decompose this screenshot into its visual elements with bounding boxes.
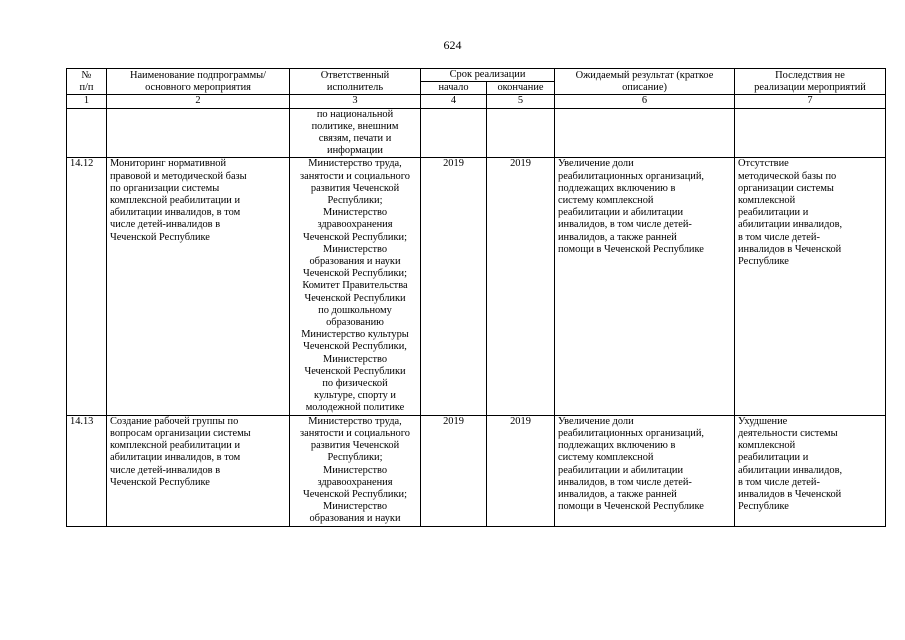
header-row-1	[67, 69, 886, 82]
cell-text-line: информации	[327, 145, 383, 157]
header-consequence: Последствия не реализации мероприятий	[735, 69, 886, 95]
cell-executor	[290, 108, 421, 158]
header-name: Наименование подпрограммы/ основного мероприятия	[107, 69, 290, 95]
cell-text-line: инвалидов, в том числе детей-	[558, 219, 692, 231]
cell-text-line: Отсутствие	[738, 158, 789, 170]
cell-text-line: деятельности системы	[738, 427, 838, 439]
cell-text-line: занятости и социального	[300, 427, 410, 439]
header-term-start: начало	[421, 82, 487, 95]
cell-text-line: Чеченской Республики;	[302, 488, 407, 500]
cell-text-line: систему комплексной	[558, 452, 654, 464]
cell-text-line: реабилитационных организаций,	[558, 427, 705, 439]
cell-text-line: Республике	[738, 501, 789, 513]
cell-text-line: связям, печати и	[318, 133, 392, 145]
cell-text-line: методической базы по	[738, 170, 837, 182]
cell-text-line: инвалидов, а также ранней	[558, 231, 677, 243]
column-number: 7	[735, 95, 886, 108]
cell-text-line: Министерство труда,	[308, 158, 402, 170]
cell-executor	[290, 158, 421, 415]
cell-text-line: культуре, спорту и	[314, 390, 396, 402]
cell-text-line: абилитации инвалидов,	[738, 219, 843, 231]
cell-text-line: систему комплексной	[558, 195, 654, 207]
cell-text-line: Министерство	[322, 464, 388, 476]
cell-text-line: Чеченской Республике	[110, 476, 210, 488]
cell-text-line: по организации системы	[110, 182, 220, 194]
cell-text-line: реабилитации и	[738, 452, 809, 464]
cell-text-line: подлежащих включению в	[558, 440, 676, 452]
cell-text-line: Министерство	[322, 501, 388, 513]
column-number: 2	[107, 95, 290, 108]
cell-text-line: Республики;	[327, 452, 383, 464]
cell-text-line: организации системы	[738, 182, 834, 194]
cell-text-line: комплексной реабилитации и	[110, 440, 241, 452]
cell-text-line: Создание рабочей группы по	[110, 415, 239, 427]
cell-text-line: Комитет Правительства	[302, 280, 408, 292]
page-number: 624	[443, 38, 462, 52]
cell-num	[67, 108, 107, 158]
cell-consequence	[735, 158, 886, 415]
cell-text-line: Министерство	[322, 207, 388, 219]
column-number: 6	[555, 95, 735, 108]
header-term-end: окончание	[487, 82, 555, 95]
cell-text-line: Чеченской Республики	[304, 365, 406, 377]
column-numbers-row	[67, 95, 886, 108]
cell-text-line: вопросам организации системы	[110, 427, 251, 439]
cell-text-line: подлежащих включению в	[558, 182, 676, 194]
cell-end: 2019	[487, 415, 555, 526]
column-number: 5	[487, 95, 555, 108]
cell-text-line: помощи в Чеченской Республике	[558, 501, 704, 513]
cell-text-line: реабилитационных организаций,	[558, 170, 705, 182]
cell-text-line: по физической	[322, 378, 388, 390]
cell-text-line: политике, внешним	[311, 120, 399, 132]
continuation-row	[67, 108, 886, 158]
cell-text-line: инвалидов, а также ранней	[558, 488, 677, 500]
cell-text-line: Чеченской Республики,	[303, 341, 407, 353]
cell-text-line: здравоохранения	[317, 476, 393, 488]
cell-result	[555, 415, 735, 526]
cell-text-line: молодежной политике	[305, 402, 405, 414]
cell-text-line: комплексной	[738, 440, 796, 452]
cell-name	[107, 158, 290, 415]
cell-end: 2019	[487, 158, 555, 415]
table-row	[67, 158, 886, 415]
cell-text-line: абилитации инвалидов, в том	[110, 207, 241, 219]
cell-result	[555, 108, 735, 158]
cell-text-line: реабилитации и	[738, 207, 809, 219]
cell-executor	[290, 415, 421, 526]
cell-text-line: Чеченской Республики;	[302, 268, 407, 280]
cell-text-line: образования и науки	[309, 256, 401, 268]
cell-text-line: реабилитации и абилитации	[558, 464, 684, 476]
column-number: 1	[67, 95, 107, 108]
cell-consequence	[735, 415, 886, 526]
cell-text-line: инвалидов в Чеченской	[738, 488, 842, 500]
cell-result	[555, 158, 735, 415]
cell-text-line: развития Чеченской	[310, 182, 400, 194]
header-term: Срок реализации	[421, 69, 555, 82]
cell-start: 2019	[421, 158, 487, 415]
cell-text-line: числе детей-инвалидов в	[110, 219, 221, 231]
cell-text-line: по национальной	[316, 108, 394, 120]
cell-text-line: здравоохранения	[317, 219, 393, 231]
cell-text-line: Увеличение доли	[558, 415, 634, 427]
column-number: 4	[421, 95, 487, 108]
cell-text-line: Республике	[738, 256, 789, 268]
cell-text-line: развития Чеченской	[310, 440, 400, 452]
cell-text-line: занятости и социального	[300, 170, 410, 182]
cell-start	[421, 108, 487, 158]
measures-table	[66, 68, 886, 527]
cell-name	[107, 415, 290, 526]
cell-text-line: Чеченской Республике	[110, 231, 210, 243]
cell-text-line: инвалидов в Чеченской	[738, 243, 842, 255]
cell-text-line: Чеченской Республики;	[302, 231, 407, 243]
cell-num: 14.13	[67, 415, 107, 526]
header-result: Ожидаемый результат (краткое описание)	[555, 69, 735, 95]
cell-text-line: комплексной реабилитации и	[110, 195, 241, 207]
cell-text-line: числе детей-инвалидов в	[110, 464, 221, 476]
cell-text-line: Министерство культуры	[301, 329, 409, 341]
header-executor: Ответственный исполнитель	[290, 69, 421, 95]
cell-text-line: Ухудшение	[738, 415, 788, 427]
cell-text-line: абилитации инвалидов,	[738, 464, 843, 476]
cell-text-line: Министерство	[322, 243, 388, 255]
column-number: 3	[290, 95, 421, 108]
cell-end	[487, 108, 555, 158]
cell-text-line: Мониторинг нормативной	[110, 158, 227, 170]
cell-text-line: помощи в Чеченской Республике	[558, 243, 704, 255]
cell-text-line: Министерство труда,	[308, 415, 402, 427]
cell-text-line: Увеличение доли	[558, 158, 634, 170]
cell-text-line: образованию	[326, 317, 384, 329]
cell-text-line: Республики;	[327, 195, 383, 207]
cell-text-line: реабилитации и абилитации	[558, 207, 684, 219]
cell-text-line: по дошкольному	[318, 304, 392, 316]
cell-text-line: в том числе детей-	[738, 476, 820, 488]
cell-text-line: комплексной	[738, 195, 796, 207]
cell-consequence	[735, 108, 886, 158]
cell-text-line: правовой и методической базы	[110, 170, 247, 182]
cell-text-line: абилитации инвалидов, в том	[110, 452, 241, 464]
cell-text-line: в том числе детей-	[738, 231, 820, 243]
table-row	[67, 415, 886, 526]
cell-text-line: инвалидов, в том числе детей-	[558, 476, 692, 488]
cell-text-line: Чеченской Республики	[304, 292, 406, 304]
cell-num: 14.12	[67, 158, 107, 415]
cell-start: 2019	[421, 415, 487, 526]
cell-name	[107, 108, 290, 158]
header-num: № п/п	[67, 69, 107, 95]
cell-text-line: Министерство	[322, 353, 388, 365]
cell-text-line: образования и науки	[309, 513, 401, 525]
